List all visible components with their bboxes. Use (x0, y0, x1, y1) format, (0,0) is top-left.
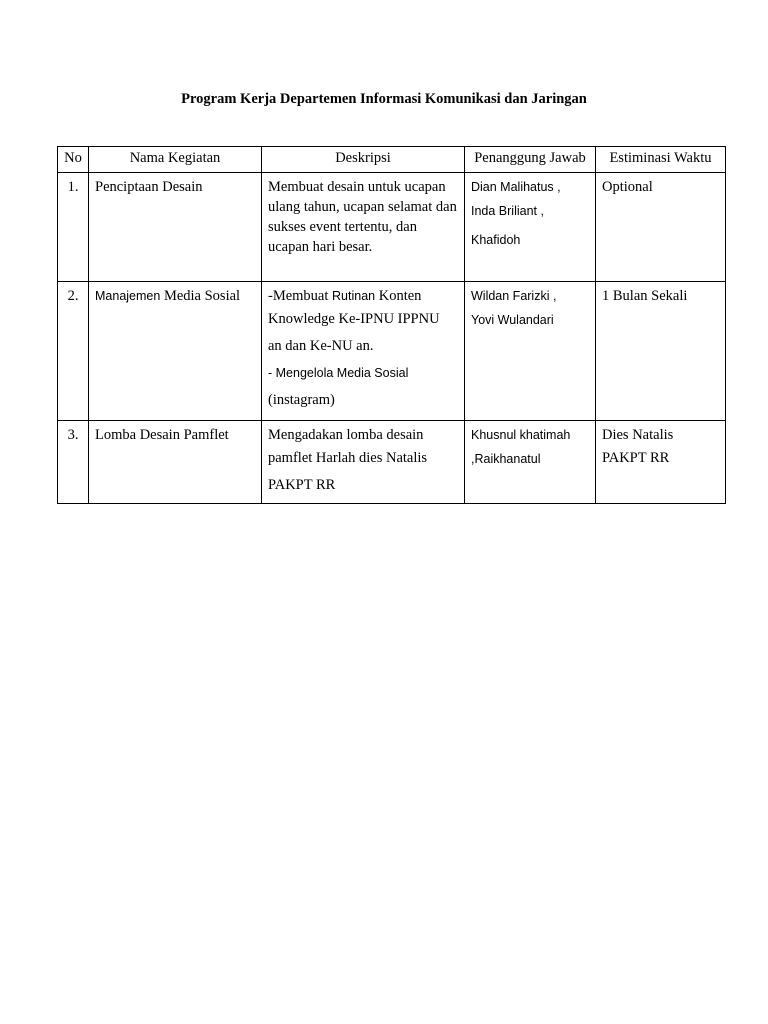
nama-part: Manajemen (95, 289, 161, 303)
pj-name: Inda Briliant , (471, 204, 544, 218)
cell-nama-kegiatan: Penciptaan Desain (89, 173, 262, 282)
cell-nama-kegiatan (89, 282, 262, 421)
pj-name: Khafidoh (471, 233, 521, 247)
header-penanggung-jawab: Penanggung Jawab (465, 147, 596, 173)
desc-line: pamflet Harlah dies Natalis (268, 450, 428, 466)
cell-estiminasi-waktu: 1 Bulan Sekali (596, 282, 726, 421)
desc-line: Mengadakan lomba desain (268, 427, 424, 443)
pj-name: Yovi Wulandari (471, 313, 554, 327)
header-nama-kegiatan: Nama Kegiatan (89, 147, 262, 173)
desc-part: Rutinan (332, 289, 376, 303)
cell-nama-kegiatan: Lomba Desain Pamflet (89, 421, 262, 504)
table-row (58, 173, 726, 282)
cell-penanggung-jawab (465, 282, 596, 421)
cell-penanggung-jawab (465, 173, 596, 282)
cell-no: 3. (58, 421, 89, 504)
waktu-line: PAKPT RR (602, 450, 670, 466)
table-row (58, 421, 726, 504)
cell-deskripsi (262, 282, 465, 421)
header-no: No (58, 147, 89, 173)
cell-estiminasi-waktu (596, 421, 726, 504)
desc-line: PAKPT RR (268, 477, 336, 493)
table-row (58, 282, 726, 421)
nama-part: Media Sosial (160, 288, 241, 304)
desc-part: -Membuat (268, 288, 333, 304)
document-title: Program Kerja Departemen Informasi Komunikasi dan Jaringan (181, 91, 587, 107)
cell-deskripsi: Membuat desain untuk ucapan ulang tahun, ucapan selamat dan sukses event tertentu, dan ucapan hari besar. (262, 173, 465, 282)
desc-line: - Mengelola Media Sosial (268, 366, 409, 380)
pj-name: ,Raikhanatul (471, 452, 541, 466)
pj-name: Wildan Farizki , (471, 289, 557, 303)
desc-line: (instagram) (268, 392, 335, 408)
pj-name: Dian Malihatus , (471, 180, 561, 194)
cell-no: 2. (58, 282, 89, 421)
desc-line (268, 286, 458, 306)
cell-no: 1. (58, 173, 89, 282)
desc-line: Knowledge Ke-IPNU IPPNU (268, 311, 440, 327)
desc-part: Konten (375, 288, 422, 304)
header-deskripsi: Deskripsi (262, 147, 465, 173)
waktu-line: Dies Natalis (602, 427, 674, 443)
cell-deskripsi (262, 421, 465, 504)
cell-penanggung-jawab (465, 421, 596, 504)
cell-estiminasi-waktu: Optional (596, 173, 726, 282)
desc-line: an dan Ke-NU an. (268, 338, 374, 354)
pj-name: Khusnul khatimah (471, 428, 571, 442)
program-table (57, 146, 726, 504)
table-header-row (58, 147, 726, 173)
header-estiminasi-waktu: Estiminasi Waktu (596, 147, 726, 173)
